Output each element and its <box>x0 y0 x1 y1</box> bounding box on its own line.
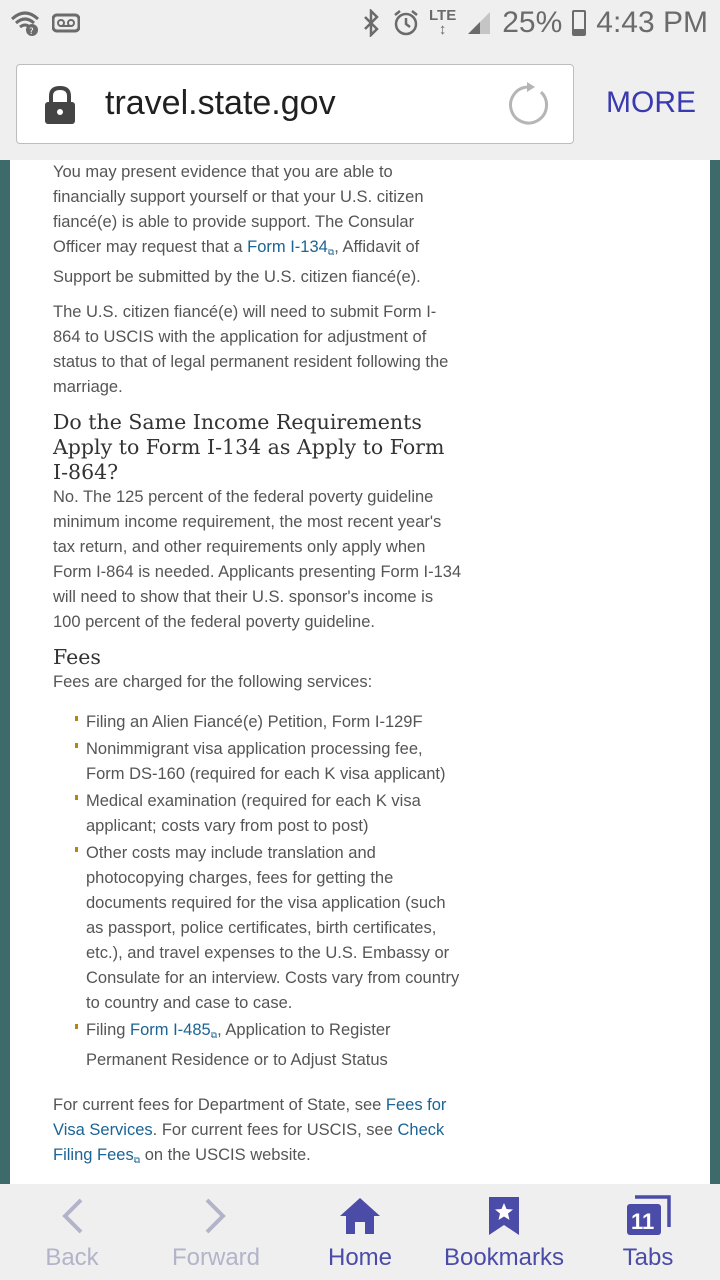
paragraph-fees-intro: Fees are charged for the following services: <box>53 673 373 691</box>
back-button[interactable]: Back <box>0 1184 144 1280</box>
chevron-right-icon <box>201 1196 231 1236</box>
more-button[interactable]: MORE <box>606 86 696 119</box>
bluetooth-icon <box>359 9 383 37</box>
list-item: Nonimmigrant visa application processing fee, Form DS-160 (required for each K visa applicant) <box>86 737 463 787</box>
heading-fees: Fees <box>53 645 101 669</box>
lock-icon <box>43 85 77 125</box>
page-content-area <box>10 160 710 1184</box>
bookmark-star-icon <box>486 1195 522 1237</box>
heading-income-requirements: Do the Same Income Requirements Apply to Form I-134 as Apply to Form I-864? <box>53 410 445 484</box>
tabs-icon <box>625 1195 671 1237</box>
status-bar <box>0 0 720 50</box>
forward-button[interactable]: Forward <box>144 1184 288 1280</box>
paragraph-i864: The U.S. citizen fiancé(e) will need to submit Form I-864 to USCIS with the application for adjustment of status to that of legal permanent resident following the marriage. <box>53 303 449 396</box>
wifi-icon <box>10 10 40 36</box>
address-bar[interactable] <box>16 64 574 144</box>
form-i485-link[interactable]: Form I-485 <box>130 1021 211 1039</box>
list-item: Other costs may include translation and photocopying charges, fees for getting the documents required for the visa application (such as passport, police certificates, birth certificates, etc.), and travel expenses to the U.S. Embassy or Consulate for an interview. Costs vary from country to country and case to case. <box>86 841 463 1016</box>
url-text[interactable]: travel.state.gov <box>105 84 336 122</box>
tab-count: 11 <box>631 1209 655 1234</box>
voicemail-icon <box>52 13 80 33</box>
signal-icon <box>466 10 492 36</box>
chevron-left-icon <box>57 1196 87 1236</box>
check-filing-fees-link[interactable]: Check Filing Fees <box>53 1121 445 1164</box>
external-link-icon: ⧉ <box>210 1030 218 1040</box>
bottom-navigation <box>0 1184 720 1280</box>
list-item: Filing Form I-485⧉, Application to Register Permanent Residence or to Adjust Status <box>86 1018 463 1073</box>
tabs-button[interactable]: 11 Tabs <box>576 1184 720 1280</box>
external-link-icon: ⧉ <box>133 1155 141 1165</box>
reload-icon[interactable] <box>505 82 551 128</box>
browser-toolbar <box>0 50 720 160</box>
alarm-icon <box>393 9 419 37</box>
battery-icon <box>572 10 586 36</box>
battery-percent: 25% <box>502 6 563 39</box>
home-button[interactable]: Home <box>288 1184 432 1280</box>
list-item: Medical examination (required for each K visa applicant; costs vary from post to post) <box>86 789 463 839</box>
home-icon <box>338 1196 382 1236</box>
clock: 4:43 PM <box>596 6 708 39</box>
svg-text:?: ? <box>29 27 34 36</box>
paragraph-current-fees: For current fees for Department of State, see Fees for Visa Services. For current fees for USCIS, see Check Filing Fees⧉ on the USCIS website. <box>53 1096 447 1165</box>
external-link-icon: ⧉ <box>327 247 335 257</box>
paragraph-support: You may present evidence that you are able to financially support yourself or that your U.S. citizen fiancé(e) is able to provide support. The Consular Officer may request that a Form I-134⧉, Affidavit of Support be submitted by the U.S. citizen fiancé(e). <box>53 163 424 286</box>
fees-list <box>86 710 463 1073</box>
article <box>53 160 463 1183</box>
paragraph-income: No. The 125 percent of the federal poverty guideline minimum income requirement, the most recent year's tax return, and other requirements only apply when Form I-864 is needed. Applicants presenting Form I-134 will need to show that their U.S. sponsor's income is 100 percent of the federal poverty guideline. <box>53 488 462 631</box>
lte-indicator: LTE ↕ <box>429 7 457 38</box>
list-item: Filing an Alien Fiancé(e) Petition, Form I-129F <box>86 710 463 735</box>
form-i134-link[interactable]: Form I-134 <box>247 238 328 256</box>
web-page <box>0 160 720 1184</box>
bookmarks-button[interactable]: Bookmarks <box>432 1184 576 1280</box>
fees-for-visa-services-link[interactable]: Fees for Visa Services <box>53 1096 447 1139</box>
